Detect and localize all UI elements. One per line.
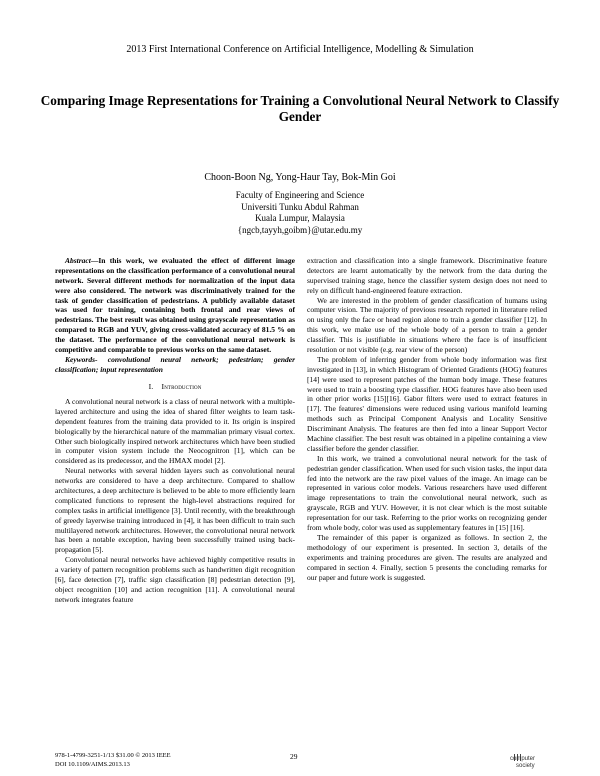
paper-authors: Choon-Boon Ng, Yong-Haur Tay, Bok-Min Goi — [204, 172, 396, 183]
left-column — [55, 256, 295, 605]
body-paragraph: In this work, we trained a convolutional neural network for the task of pedestrian gender classification. When used for such vision tasks, the input data fed into the network are the raw pixel values of the image. An image can be represented in various color models. Various researchers have used different image representations to train the convolutional neural network, such as grayscale, RGB and YUV. However, it is not clear which is the most suitable representation for our task. Referring to the prior works on recognizing gender from whole body, color was used as supplementary features in [15] [16]. — [307, 453, 547, 533]
affiliation-email: {ngcb,tayyh,goibm}@utar.edu.my — [237, 225, 363, 236]
affiliation-faculty: Faculty of Engineering and Science — [235, 190, 365, 200]
section-number: I. — [148, 381, 154, 391]
body-paragraph: The problem of inferring gender from whole body information was first investigated in [13], in which Histogram of Oriented Gradients (HOG) features [14] were used to represent patches of the human body image. These features were used to train a boosting type classifier. HOG features have also been used in other prior works [15][16]. Gabor filters were used to extract features in [17]. The features' dimensions were reduced using various manifold learning methods such as Principal Component Analysis and Locality Sensitive Discriminant Analysis. The features are then fed into a linear Support Vector Machine classifier. The best result was obtained in a pipeline containing a view classifier before the gender classifier. — [307, 354, 547, 453]
body-paragraph: Convolutional neural networks have achieved highly competitive results in a variety of pattern recognition problems such as handwritten digit recognition [6], face detection [7], traffic sign classification [8] pedestrian detection [9], object recognition [10] and action recognition [11]. A convolutional neural network integrates feature — [55, 555, 295, 604]
logo-text-society: society — [516, 763, 535, 769]
keywords: Keywords- convolutional neural network; pedestrian; gender classification; input representation — [55, 354, 295, 374]
body-paragraph: We are interested in the problem of gender classification of humans using computer vision. The majority of previous research reported in literature relied on using only the face or head region alone to train a gender classifier [12]. In this work, we make use of the whole body of a person to train a gender classifier. This is justifiable in situations where the face is of insufficient resolution or not visible (e.g. rear view of the person) — [307, 295, 547, 355]
logo-text-computer: computer — [510, 756, 536, 762]
section-heading-introduction — [55, 382, 295, 392]
body-paragraph: Neural networks with several hidden layers such as convolutional neural networks are considered to have a deep architecture. Compared to shallow architectures, a deep architecture is believed to be able to more efficiently learn complicated functions to represent the high-level abstractions required for complex tasks in artificial intelligence [3]. Until recently, with the breakthrough of greedy layerwise training introduced in [4], it has been difficult to train such multilayered network architectures. However, the convolutional neural network has been a notable exception, having been successfully trained using back-propagation [5]. — [55, 466, 295, 555]
page-number: 29 — [290, 752, 298, 761]
footer-copyright — [55, 752, 171, 770]
body-paragraph: A convolutional neural network is a class of neural network with a multiple-layered architecture and using the idea of shared filter weights to learn task-dependent features from the training data provided to it. Its origin is inspired biologically by the hierarchical nature of the mammalian primary visual cortex. Other such biologically inspired network architectures which have been studied in computer vision system include the Neocognitron [1], which can be considered as its predecessor, and the HMAX model [2]. — [55, 396, 295, 466]
abstract — [55, 256, 295, 355]
footer-doi: DOI 10.1109/AIMS.2013.13 — [55, 760, 130, 768]
computer-society-logo — [502, 748, 550, 772]
affiliation-university: Universiti Tunku Abdul Rahman — [241, 201, 359, 212]
section-title: Introduction — [161, 381, 202, 391]
body-paragraph: extraction and classification into a single framework. Discriminative feature detectors are learnt automatically by the network from the data during the supervised training stage, hence the classifier system design does not need to rely on difficult hand-engineered feature extraction. — [307, 256, 547, 295]
paper-title: Comparing Image Representations for Training a Convolutional Neural Network to Classify Gender — [40, 93, 560, 125]
right-column — [307, 256, 547, 582]
body-paragraph: The remainder of this paper is organized as follows. In section 2, the methodology of our experiment is presented. In section 3, details of the experiments and training procedures are given. The results are analyzed and compared in section 4. Finally, section 5 presents the concluding remarks for our paper and future work is suggested. — [307, 532, 547, 582]
affiliation-location: Kuala Lumpur, Malaysia — [255, 213, 345, 224]
abstract-label: Abstract — [65, 256, 91, 265]
affiliation-block — [0, 190, 600, 237]
footer-isbn: 978-1-4799-3251-1/13 $31.00 © 2013 IEEE — [55, 752, 171, 759]
abstract-text: —In this work, we evaluated the effect of different image representations on the classification performance of a convolutional neural network. Several different methods for normalization of the input data were also considered. The network was discriminatively trained for the task of gender classification of pedestrians. A publicly available dataset was used for training, containing both frontal and rear views of pedestrians. The best result was obtained using grayscale representation as compared to RGB and YUV, giving cross-validated accuracy of 81.5 % on the dataset. The performance of the convolutional neural network is competitive and comparable to previous works on the same dataset. — [55, 256, 295, 355]
conference-header: 2013 First International Conference on Artificial Intelligence, Modelling & Simulation — [126, 44, 474, 55]
